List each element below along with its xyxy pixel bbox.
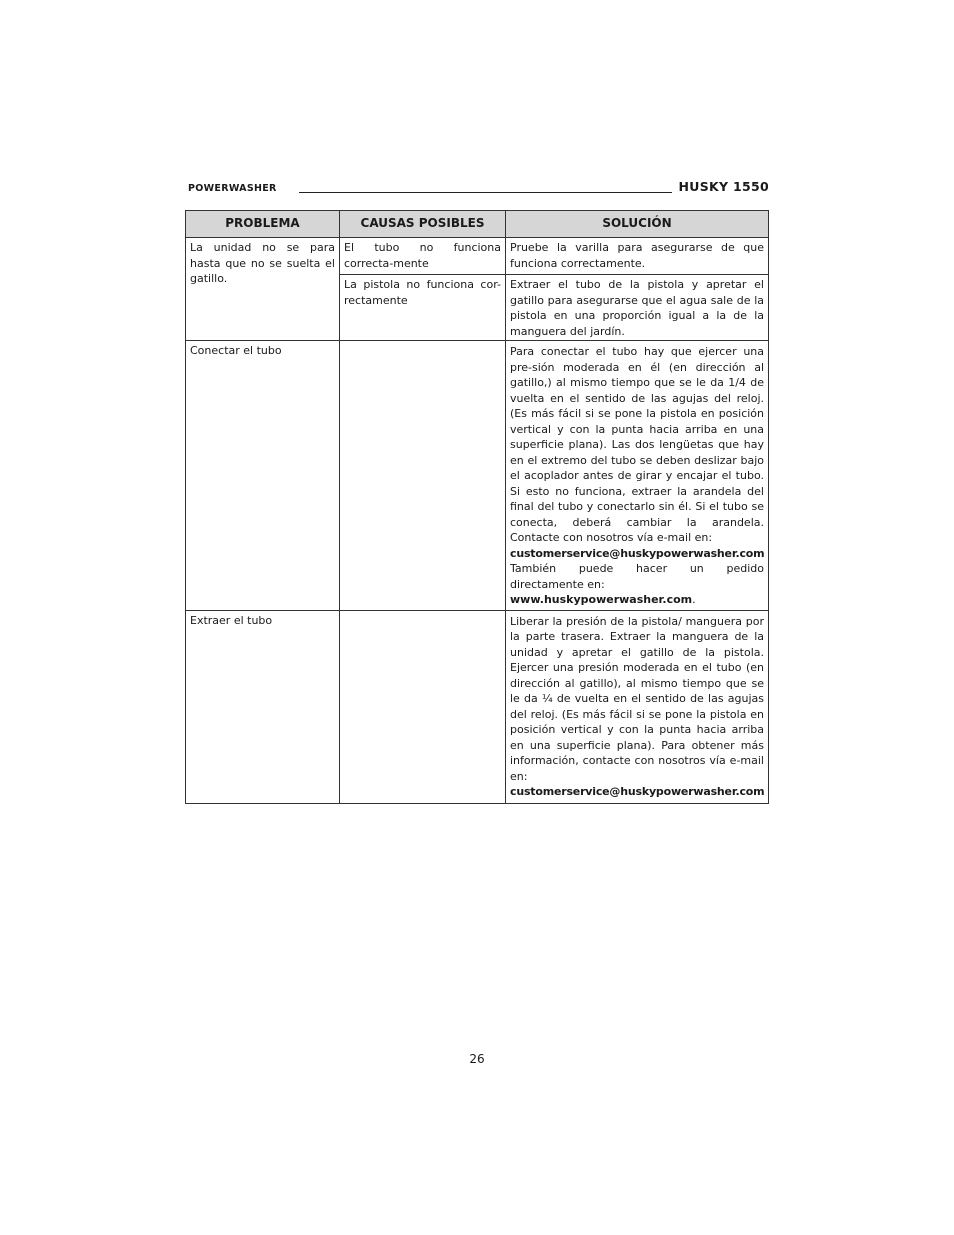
problem-cell: Extraer el tubo — [186, 610, 340, 803]
table-row — [186, 610, 769, 803]
problem-cell: La unidad no se para hasta que no se suelta el gatillo. — [186, 238, 340, 341]
table-row — [186, 238, 769, 275]
solution-text: Para conectar el tubo hay que ejercer una pre-sión moderada en él (en dirección al gatillo,) al mismo tiempo que se le da 1/4 de vuelta en el sentido de las agujas del reloj. (Es más fácil si se pone la pistola en posición vertical y con la punta hacia arriba en una superficie plana). Las dos lengüetas que hay en el extremo del tubo se deben deslizar bajo el acoplador antes de girar y encajar el tubo. Si esto no funciona, extraer la arandela del final del tubo y conectarlo sin él. Si el tubo se conecta, deberá cambiar la arandela. Contacte con nosotros vía e-mail en: — [510, 345, 764, 544]
header-product-type: POWERWASHER — [188, 183, 277, 194]
header-model-name: HUSKY 1550 — [678, 179, 769, 194]
table-row — [186, 341, 769, 611]
website-suffix: . — [692, 593, 696, 606]
troubleshooting-table — [185, 210, 769, 804]
solution-text-order: También puede hacer un pedido directamente en: — [510, 562, 764, 591]
cause-cell — [340, 341, 506, 611]
support-email-link[interactable]: customerservice@huskypowerwasher.com — [510, 785, 765, 798]
support-email-link[interactable]: customerservice@huskypowerwasher.com — [510, 546, 765, 560]
table-header — [186, 211, 769, 238]
solution-cell — [506, 610, 769, 803]
problem-cell: Conectar el tubo — [186, 341, 340, 611]
solution-cell: Pruebe la varilla para asegurarse de que funciona correctamente. — [506, 238, 769, 275]
cause-cell: El tubo no funciona correcta-mente — [340, 238, 506, 275]
column-header-causes: CAUSAS POSIBLES — [340, 211, 506, 238]
solution-text: Liberar la presión de la pistola/ manguera por la parte trasera. Extraer la manguera de la unidad y apretar el gatillo de la pistola. Ejercer una presión moderada en el tubo (en dirección al gatillo), al mismo tiempo que se le da ¼ de vuelta en el sentido de las agujas del reloj. (Es más fácil si se pone la pistola en posición vertical y con la punta hacia arriba en una superficie plana). Para obtener más información, contacte con nosotros vía e-mail en: — [510, 614, 764, 783]
page-number: 26 — [469, 1052, 485, 1066]
solution-cell — [506, 341, 769, 611]
column-header-problem: PROBLEMA — [186, 211, 340, 238]
solution-cell: Extraer el tubo de la pistola y apretar el gatillo para asegurarse que el agua sale de la pistola en una proporción igual a la de la manguera del jardín. — [506, 275, 769, 341]
cause-cell — [340, 610, 506, 803]
cause-cell: La pistola no funciona cor-rectamente — [340, 275, 506, 341]
column-header-solution: SOLUCIÓN — [506, 211, 769, 238]
header-rule — [299, 192, 672, 193]
page-header — [186, 178, 769, 196]
website-link[interactable]: www.huskypowerwasher.com — [510, 593, 693, 606]
